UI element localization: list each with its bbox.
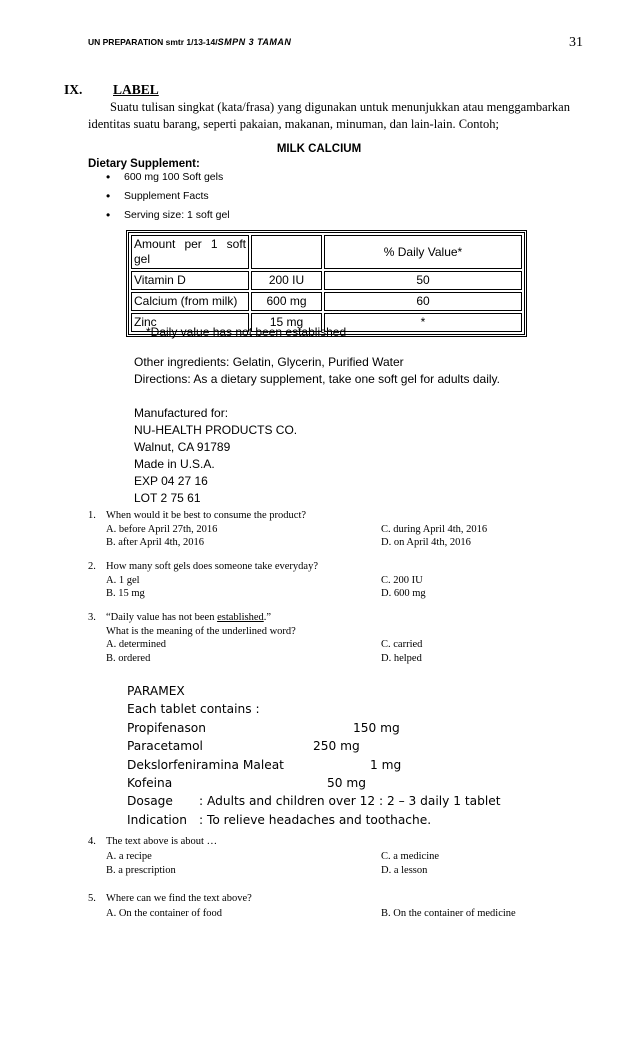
question-5 [88,892,588,922]
option-a[interactable]: A. before April 27th, 2016 [106,523,218,535]
page-number: 31 [569,35,583,50]
paramex-label [127,682,501,829]
option-a[interactable]: A. determined [106,639,167,650]
ingredient-amount: 150 mg [353,720,400,735]
dosage-row [127,792,501,810]
ingredient-amount: 1 mg [370,757,402,772]
option-c[interactable]: C. 200 IU [381,574,423,586]
question-number: 2. [88,561,96,572]
underlined-word: established [217,612,264,623]
option-d[interactable]: D. 600 mg [381,588,426,599]
table-row [131,292,522,311]
stem-post: .” [263,612,272,623]
option-d[interactable]: D. a lesson [381,865,428,876]
option-b[interactable]: B. a prescription [106,865,176,876]
table-row [131,271,522,290]
page-header [88,35,583,51]
nutrient-amount: 15 mg [251,313,322,332]
ingredient-name: Propifenason [127,720,206,735]
option-c[interactable]: C. carried [381,639,423,650]
dosage-label: Dosage [127,794,173,809]
indication-value: : To relieve headaches and toothache. [199,812,432,827]
nutrient-dv: 60 [324,292,522,311]
ingredient-amount: 250 mg [313,739,360,754]
section-number: IX. [64,82,83,97]
nutrient-name: Vitamin D [131,271,249,290]
made-in: Made in U.S.A. [134,457,215,471]
question-stem-2: What is the meaning of the underlined word? [106,625,296,637]
option-b[interactable]: B. ordered [106,652,151,664]
section-title: LABEL [113,82,159,97]
option-a[interactable]: A. On the container of food [106,908,223,919]
ingredient-row [127,719,400,737]
question-4 [88,835,588,877]
question-number: 3. [88,612,96,623]
question-stem: The text above is about … [106,836,218,847]
option-d[interactable]: D. helped [381,652,422,664]
ingredient-row [127,774,366,792]
header-title [88,37,291,47]
question-1 [88,509,588,551]
list-item: • Supplement Facts [106,187,230,206]
nutrient-name: Zinc [131,313,249,332]
label-details [134,354,500,507]
header-empty [251,235,322,269]
header-daily-value: % Daily Value* [324,235,522,269]
table-footnote: *Daily value has not been established [146,325,347,339]
company-city: Walnut, CA 91789 [134,440,231,454]
ingredient-amount: 50 mg [327,775,366,790]
nutrient-name: Calcium (from milk) [131,292,249,311]
company-name: NU-HEALTH PRODUCTS CO. [134,423,298,437]
ingredient-name: Paracetamol [127,739,203,754]
indication-label: Indication [127,812,187,827]
manufactured-for: Manufactured for: [134,406,229,420]
indication-row [127,811,432,829]
ingredient-row [127,756,402,774]
option-a[interactable]: A. a recipe [106,851,152,862]
option-a[interactable]: A. 1 gel [106,574,140,586]
question-stem: How many soft gels does someone take everyday? [106,561,318,572]
dosage-value: : Adults and children over 12 : 2 – 3 daily 1 tablet [199,794,501,809]
header-school: SMPN 3 TAMAN [217,37,292,47]
ingredient-name: Kofeina [127,775,173,790]
question-3 [88,611,588,667]
stem-pre: “Daily value has not been [106,612,218,623]
label-title: MILK CALCIUM [276,143,362,155]
question-stem: When would it be best to consume the product? [106,510,307,521]
question-number: 4. [88,836,96,847]
question-number: 1. [88,510,96,521]
section-definition: Suatu tulisan singkat (kata/frasa) yang digunakan untuk menunjukkan atau menggambarkan identitas suatu barang, seperti pakaian, makanan, minuman, dan lain-lain. Contoh; [88,100,570,131]
supplement-facts-table [126,230,527,337]
option-b[interactable]: B. On the container of medicine [381,908,516,919]
directions: Directions: As a dietary supplement, take one soft gel for adults daily. [134,372,500,386]
nutrient-dv: 50 [324,271,522,290]
question-stem: Where can we find the text above? [106,893,252,904]
spacer [134,388,500,405]
question-number: 5. [88,893,96,904]
list-item: • Serving size: 1 soft gel [106,206,230,225]
option-c[interactable]: C. during April 4th, 2016 [381,523,488,535]
header-left-text: UN PREPARATION smtr 1/13-14/ [88,37,218,47]
lot-number: LOT 2 75 61 [134,491,201,505]
option-d[interactable]: D. on April 4th, 2016 [381,537,471,548]
header-amount: Amount per 1 soft gel [131,235,249,269]
option-b[interactable]: B. after April 4th, 2016 [106,537,204,548]
nutrient-amount: 600 mg [251,292,322,311]
nutrient-amount: 200 IU [251,271,322,290]
expiry-date: EXP 04 27 16 [134,474,208,488]
question-2 [88,560,588,602]
option-b[interactable]: B. 15 mg [106,588,145,599]
paramex-contains: Each tablet contains : [127,702,260,717]
label-bullet-list [106,168,230,225]
table-header-row [131,235,522,269]
ingredient-row [127,737,360,755]
label-subtitle: Dietary Supplement: [88,158,200,170]
nutrient-dv: * [324,313,522,332]
question-stem [106,611,271,625]
paramex-name: PARAMEX [127,684,185,698]
ingredient-name: Dekslorfeniramina Maleat [127,757,284,772]
option-c[interactable]: C. a medicine [381,851,440,862]
list-item: • 600 mg 100 Soft gels [106,168,230,187]
other-ingredients: Other ingredients: Gelatin, Glycerin, Purified Water [134,355,404,369]
